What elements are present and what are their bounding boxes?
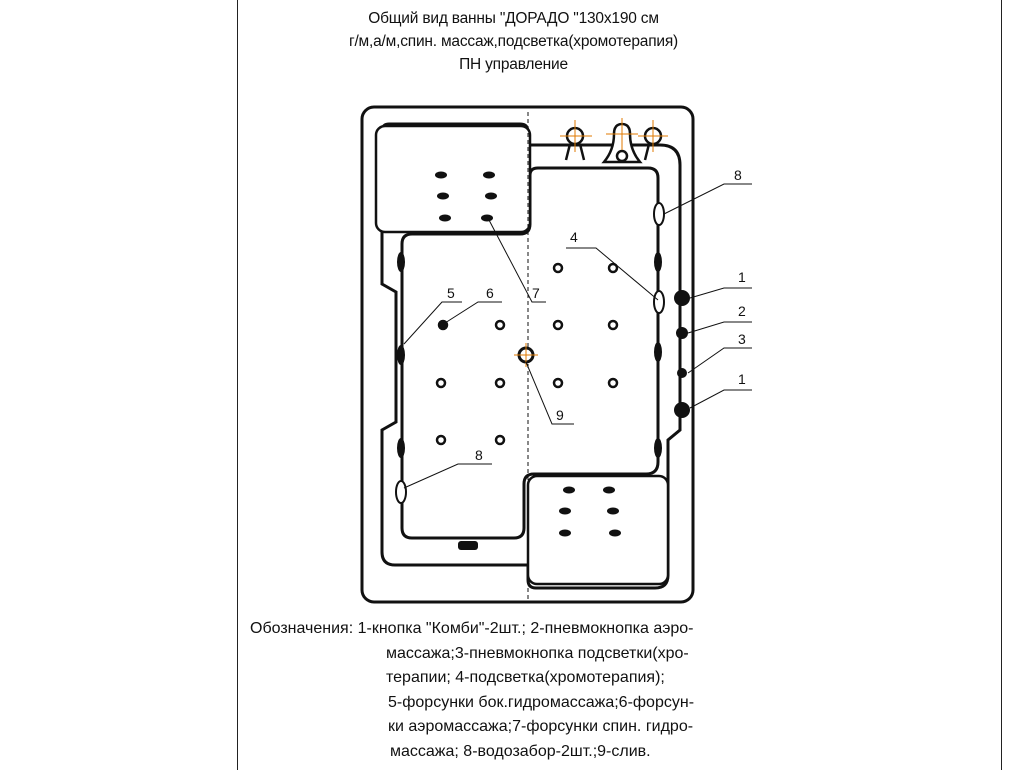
callout-7: 7: [532, 285, 540, 301]
title-line-2: г/м,а/м,спин. массаж,подсветка(хромотерапия): [348, 33, 678, 50]
faucet-mixer: [566, 124, 661, 162]
title-line-3: ПН управление: [459, 56, 568, 73]
callout-8-right: 8: [734, 167, 742, 183]
callout-5: 5: [447, 285, 455, 301]
control-buttons: [674, 290, 690, 418]
legend-line-4: 5-форсунки бок.гидромассажа;6-форсун-: [388, 693, 695, 711]
legend-line-6: массажа; 8-водозабор-2шт.;9-слив.: [390, 742, 651, 760]
callout-1-upper: 1: [738, 269, 746, 285]
callout-3: 3: [738, 331, 746, 347]
legend-line-3: терапии; 4-подсветка(хромотерапия);: [386, 669, 665, 686]
callout-6: 6: [486, 285, 494, 301]
callout-4: 4: [570, 229, 578, 245]
headrest-upper: [376, 126, 530, 232]
callout-8-left: 8: [475, 447, 483, 463]
legend-line-1: Обозначения: 1-кнопка "Комби"-2шт.; 2-пневмокнопка аэро-: [250, 620, 694, 637]
legend: [250, 617, 770, 764]
callout-9: 9: [556, 407, 564, 423]
headrest-lower: [528, 476, 668, 584]
overflow-marker: [458, 541, 478, 550]
legend-line-5: ки аэромассажа;7-форсунки спин. гидро-: [388, 718, 694, 735]
legend-line-2: массажа;3-пневмокнопка подсветки(хро-: [386, 644, 689, 662]
callout-1-lower: 1: [738, 371, 746, 387]
title-line-1: Общий вид ванны "ДОРАДО "130х190 см: [368, 10, 659, 27]
callout-2: 2: [738, 303, 746, 319]
drain: [514, 343, 538, 367]
